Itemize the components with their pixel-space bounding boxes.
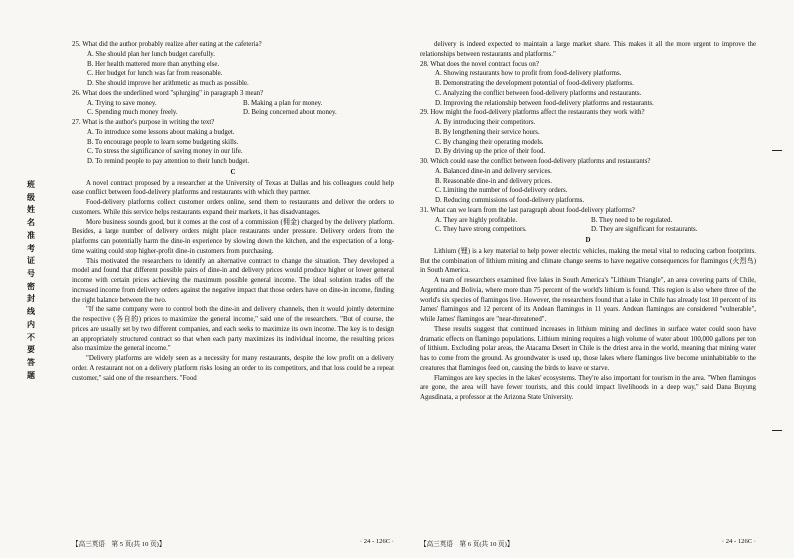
question-line: C. Her budget for lunch was far from reasonable. — [87, 70, 223, 78]
option-row — [72, 99, 394, 109]
question-line: D. By driving up the price of their food. — [435, 148, 546, 156]
passage-paragraph: A novel contract proposed by a researcher at the University of Texas at Dallas and his colleagues could help ease conflict between food-delivery platforms and restaurants with which they partner. — [72, 179, 394, 197]
margin-char: 线 — [27, 307, 35, 317]
margin-char: 内 — [27, 319, 35, 329]
margin-char: 准 — [27, 230, 35, 240]
question-line: B. Reasonable dine-in and delivery prices. — [435, 177, 552, 185]
question-line: A. She should plan her lunch budget carefully. — [87, 50, 215, 58]
question-line: A. By introducing their competitors. — [435, 119, 536, 126]
option: B. Making a plan for money. — [243, 99, 323, 107]
left-column — [72, 40, 394, 383]
passage-paragraph: "Delivery platforms are widely seen as a necessity for many restaurants, despite the low profit on a delivery order. A restaurant not on a delivery platform risks losing an order to its competitors, and that loss could be a repeat customer," said one of the researchers. "Food — [72, 355, 394, 382]
question-line: 29. How might the food-delivery platforms affect the restaurants they work with? — [420, 109, 645, 117]
margin-char: 答 — [27, 358, 35, 368]
margin-char: 不 — [27, 332, 35, 342]
page-label: 【高三英语 第 6 页(共 10 页)】 — [420, 541, 514, 548]
section-c-heading: C — [230, 168, 236, 176]
passage-paragraph: A team of researchers examined five lakes in South America's "Lithium Triangle", an area covering parts of Chile, Argentina and Bolivia, where more than 75 percent of the world's lithium is found. This region is also where three of the world's six species of flamingos live. However, the researchers found that a lake in Chile has already lost 10 percent of its James' flamingos and 12 percent of its Andean flamingos in 11 years. Andean flamingos are considered "vulnerable", while James' flamingos are "near-threatened". — [420, 277, 756, 323]
passage-paragraph: Food-delivery platforms collect customer orders online, send them to restaurants and deliver the orders to customers. While this service helps restaurants expand their markets, it has disadvantages. — [72, 199, 394, 216]
question-line: 30. Which could ease the conflict between food-delivery platforms and restaurants? — [420, 158, 651, 165]
question-line: 31. What can we learn from the last paragraph about food-delivery platforms? — [420, 206, 635, 214]
option: B. They need to be regulated. — [591, 216, 673, 224]
question-line: 27. What is the author's purpose in writing the text? — [72, 119, 215, 126]
question-line: B. By lengthening their service hours. — [435, 128, 540, 136]
margin-char: 名 — [27, 218, 35, 228]
question-line: D. Improving the relationship between food-delivery platforms and restaurants. — [435, 99, 654, 107]
fold-mark — [772, 150, 782, 151]
passage-paragraph: delivery is indeed expected to maintain a large market share. This makes it all the more urgent to improve the relationships between restaurants and platforms." — [420, 41, 756, 58]
question-line: C. By changing their operating models. — [435, 138, 544, 146]
question-line: D. She should improve her arithmetic as much as possible. — [87, 80, 249, 87]
question-line: 26. What does the underlined word "splurging" in paragraph 3 mean? — [72, 89, 264, 97]
footer-right — [420, 538, 756, 548]
question-line: C. Limiting the number of food-delivery orders. — [435, 187, 568, 195]
option: C. Spending much money freely. — [87, 109, 178, 117]
question-line: 25. What did the author probably realize after eating at the cafeteria? — [72, 41, 262, 48]
option: D. Being concerned about money. — [243, 109, 337, 117]
option-row — [420, 216, 756, 226]
section-d-heading: D — [585, 237, 591, 244]
question-line: A. Showing restaurants how to profit from food-delivery platforms. — [435, 70, 622, 78]
margin-char: 要 — [27, 345, 35, 355]
margin-char: 封 — [27, 294, 35, 304]
page-label: 【高三英语 第 5 页(共 10 页)】 — [72, 541, 166, 548]
option: C. They have strong competitors. — [435, 226, 527, 234]
paper-code: · 24 - 126C · — [359, 538, 394, 545]
question-line: C. To stress the significance of saving money in our life. — [87, 148, 243, 156]
margin-char: 考 — [27, 243, 35, 253]
option: D. They are significant for restaurants. — [591, 226, 698, 234]
footer-left — [72, 538, 394, 548]
option: A. They are highly profitable. — [435, 216, 518, 224]
question-line: B. Her health mattered more than anything else. — [87, 60, 220, 68]
margin-char: 级 — [27, 192, 35, 202]
question-line: B. To encourage people to learn some budgeting skills. — [87, 138, 239, 146]
margin-char: 号 — [27, 269, 35, 279]
question-line: 28. What does the novel contract focus on? — [420, 60, 539, 68]
passage-paragraph: More business sounds good, but it comes at the cost of a commission (佣金) charged by the delivery platform. Besides, a large number of delivery orders might place restaurants under pressure. Delivery orders from the platforms can potentially harm the dine-in experience by slowing down the kitchen, and the expectation of a long-time waiting could stop higher-profit dine-in customers from purchasing. — [72, 218, 394, 255]
passage-paragraph: These results suggest that continued increases in lithium mining and declines in surface water could soon have dramatic effects on flamingo populations. Lithium mining requires a high volume of water about 100,000 gallons per ton of lithium. Excluding polar areas, the Atacama Desert in Chile is the driest area in the world, meaning that mining water has to come from the ground. As groundwater is used up, those lakes where flamingos live become uninhabitable to the creatures that flamingos feed on, causing the birds to leave or starve. — [420, 325, 756, 372]
question-line: D. To remind people to pay attention to their lunch budget. — [87, 158, 250, 165]
margin-char: 证 — [27, 256, 35, 266]
passage-paragraph: "If the same company were to control both the dine-in and delivery channels, then it would jointly determine the respective (各自的) prices to maximize the general income," said one of the researchers. "But of course, the prices are usually set by two different companies, and each seeks to maximize its own income. The key is to design an appropriately structured contract so that when each party maximizes its individual income, the resulting prices also maximize the general income." — [72, 306, 394, 353]
option: A. Trying to save money. — [87, 99, 157, 107]
question-line: B. Demonstrating the development potential of food-delivery platforms. — [435, 80, 634, 87]
question-line: A. To introduce some lessons about making a budget. — [87, 128, 235, 136]
passage-paragraph: This motivated the researchers to identify an alternative contract to change the situation. They developed a model and found that different possible pairs of dine-in and delivery prices would produce higher or lower general income with certain prices achieving the maximum possible general income. The ideal solution trades off the increased income from delivery orders against the negative impact that those orders have on dine-in income, finding the right balance between the two. — [72, 257, 394, 304]
binding-margin — [22, 180, 40, 380]
margin-char: 姓 — [27, 205, 35, 215]
margin-char: 密 — [27, 281, 35, 291]
passage-paragraph: Lithium (锂) is a key material to help power electric vehicles, making the metal vital to reducing carbon footprints. But the combination of lithium mining and climate change seems to have negative consequences for flamingos (火烈鸟) in South America. — [420, 247, 756, 275]
passage-paragraph: Flamingos are key species in the lakes' ecosystems. They're also important for tourism in the area. "When flamingos are gone, the area will have fewer tourists, and this could impact livelihoods in a deep way," said Dana Buyung Agusdinata, a professor at the Arizona State University. — [420, 374, 756, 401]
fold-mark — [772, 430, 782, 431]
question-line: C. Analyzing the conflict between food-delivery platforms and restaurants. — [435, 89, 642, 97]
paper-code: · 24 - 126C · — [721, 538, 756, 545]
margin-char: 题 — [27, 370, 35, 380]
question-line: A. Balanced dine-in and delivery services. — [435, 167, 552, 175]
option-row — [72, 108, 394, 118]
right-column — [420, 40, 756, 403]
option-row — [420, 225, 756, 235]
question-line: D. Reducing commissions of food-delivery platforms. — [435, 197, 585, 204]
margin-char: 班 — [27, 180, 35, 189]
